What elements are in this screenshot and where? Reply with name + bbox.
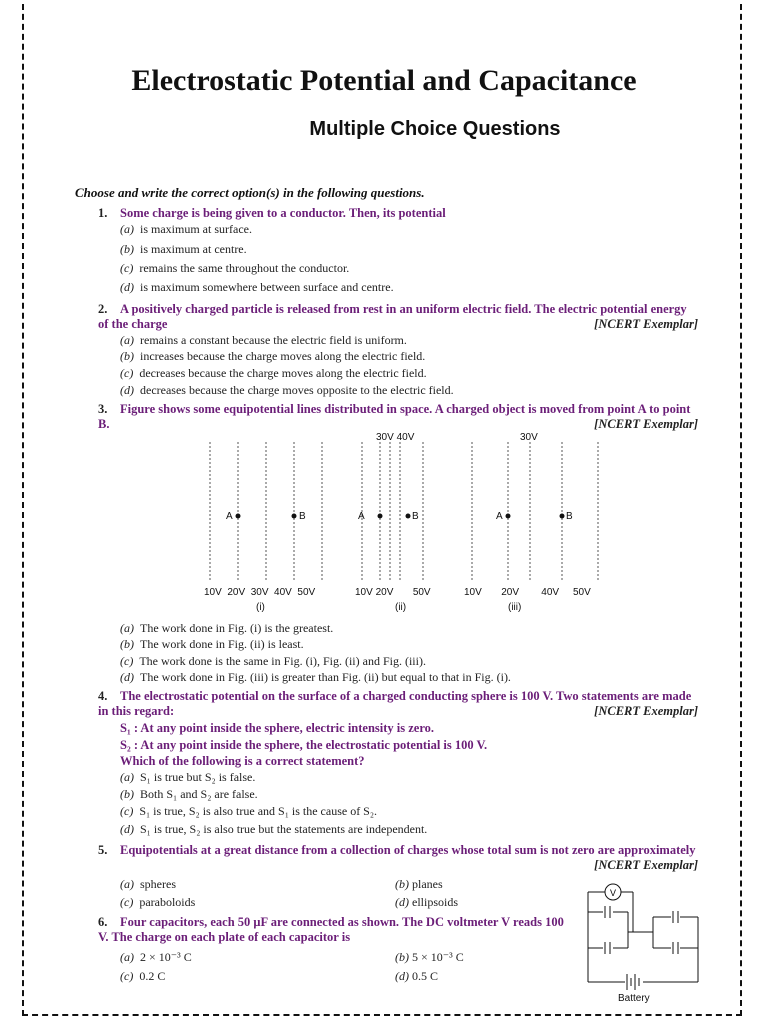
- q4-ask: Which of the following is a correct statement?: [120, 754, 365, 768]
- label-a-i: A: [226, 511, 233, 522]
- question-6: 6. Four capacitors, each 50 μF are connected as shown. The DC voltmeter V reads 100 V. The charge on each plate of each capacitor is: [98, 915, 564, 944]
- question-1: 1. Some charge is being given to a conductor. Then, its potential: [98, 206, 446, 220]
- circuit-diagram: [583, 882, 705, 1004]
- bottom-labels-iii: 10V 20V 40V 50V: [464, 587, 591, 598]
- q3-option-d: (d) The work done in Fig. (iii) is greater than Fig. (ii) but equal to that in Fig. (i).: [120, 670, 511, 684]
- battery-label: Battery: [618, 993, 650, 1004]
- voltmeter-label: V: [610, 888, 617, 898]
- q1-option-c: (c) remains the same throughout the conductor.: [120, 261, 350, 275]
- label-b-i: B: [299, 511, 306, 522]
- q5-option-d: (d) ellipsoids: [395, 895, 459, 909]
- equipotential-lines: [190, 430, 630, 615]
- equipotential-figure: [190, 430, 630, 615]
- question-3: 3. Figure shows some equipotential lines distributed in space. A charged object is moved from point A to point B. [NCERT Exemplar]: [98, 402, 698, 431]
- page-title: Electrostatic Potential and Capacitance: [131, 64, 637, 97]
- caption-ii: (ii): [395, 602, 407, 613]
- instruction: Choose and write the correct option(s) in the following questions.: [75, 185, 425, 200]
- question-2: 2. A positively charged particle is released from rest in an uniform electric field. The electric potential energy of the charge [NCERT Exemplar]: [98, 302, 698, 331]
- top-labels-ii: 30V 40V: [376, 432, 415, 443]
- q6-option-c: (c) 0.2 C: [120, 969, 166, 983]
- label-a-iii: A: [496, 511, 503, 522]
- q6-option-a: (a) 2 × 10⁻³ C: [120, 950, 192, 964]
- q4-option-b: (b) Both S₁ and S₂ are false.: [120, 787, 258, 801]
- capacitor-circuit: [583, 882, 705, 1004]
- q2-option-c: (c) decreases because the charge moves along the electric field.: [120, 366, 427, 380]
- q1-option-a: (a) is maximum at surface.: [120, 222, 252, 236]
- statement-s2: S₂ : At any point inside the sphere, the electrostatic potential is 100 V.: [120, 738, 488, 752]
- statement-s1: S₁ : At any point inside the sphere, electric intensity is zero.: [120, 721, 435, 735]
- top-labels-iii: 30V: [520, 432, 538, 443]
- caption-i: (i): [256, 602, 265, 613]
- q6-option-d: (d) 0.5 C: [395, 969, 439, 983]
- q3-option-b: (b) The work done in Fig. (ii) is least.: [120, 637, 304, 651]
- question-4: 4. The electrostatic potential on the surface of a charged conducting sphere is 100 V. Two statements are made in this regard: [NCERT Exemplar]: [98, 689, 698, 718]
- q4-option-c: (c) S₁ is true, S₂ is also true and S₁ is the cause of S₂.: [120, 804, 378, 818]
- q2-option-d: (d) decreases because the charge moves opposite to the electric field.: [120, 383, 454, 397]
- q2-option-a: (a) remains a constant because the electric field is uniform.: [120, 333, 407, 347]
- q1-option-d: (d) is maximum somewhere between surface and centre.: [120, 280, 394, 294]
- q1-option-b: (b) is maximum at centre.: [120, 242, 247, 256]
- q3-option-a: (a) The work done in Fig. (i) is the greatest.: [120, 621, 334, 635]
- caption-iii: (iii): [508, 602, 522, 613]
- q3-option-c: (c) The work done is the same in Fig. (i), Fig. (ii) and Fig. (iii).: [120, 654, 426, 668]
- q2-option-b: (b) increases because the charge moves along the electric field.: [120, 349, 426, 363]
- q5-option-b: (b) planes: [395, 877, 443, 891]
- question-5: 5. Equipotentials at a great distance from a collection of charges whose total sum is not zero are approximately [NCERT Exemplar]: [98, 843, 698, 872]
- q6-option-b: (b) 5 × 10⁻³ C: [395, 950, 464, 964]
- bottom-labels-i: 10V 20V 30V 40V 50V: [204, 587, 316, 598]
- label-b-iii: B: [566, 511, 573, 522]
- page-subtitle: Multiple Choice Questions: [309, 118, 561, 140]
- bottom-labels-ii: 10V 20V 50V: [355, 587, 431, 598]
- q5-option-c: (c) paraboloids: [120, 895, 196, 909]
- q4-option-a: (a) S₁ is true but S₂ is false.: [120, 770, 256, 784]
- label-a-ii: A: [358, 511, 365, 522]
- q4-option-d: (d) S₁ is true, S₂ is also true but the statements are independent.: [120, 822, 428, 836]
- q5-option-a: (a) spheres: [120, 877, 176, 891]
- label-b-ii: B: [412, 511, 419, 522]
